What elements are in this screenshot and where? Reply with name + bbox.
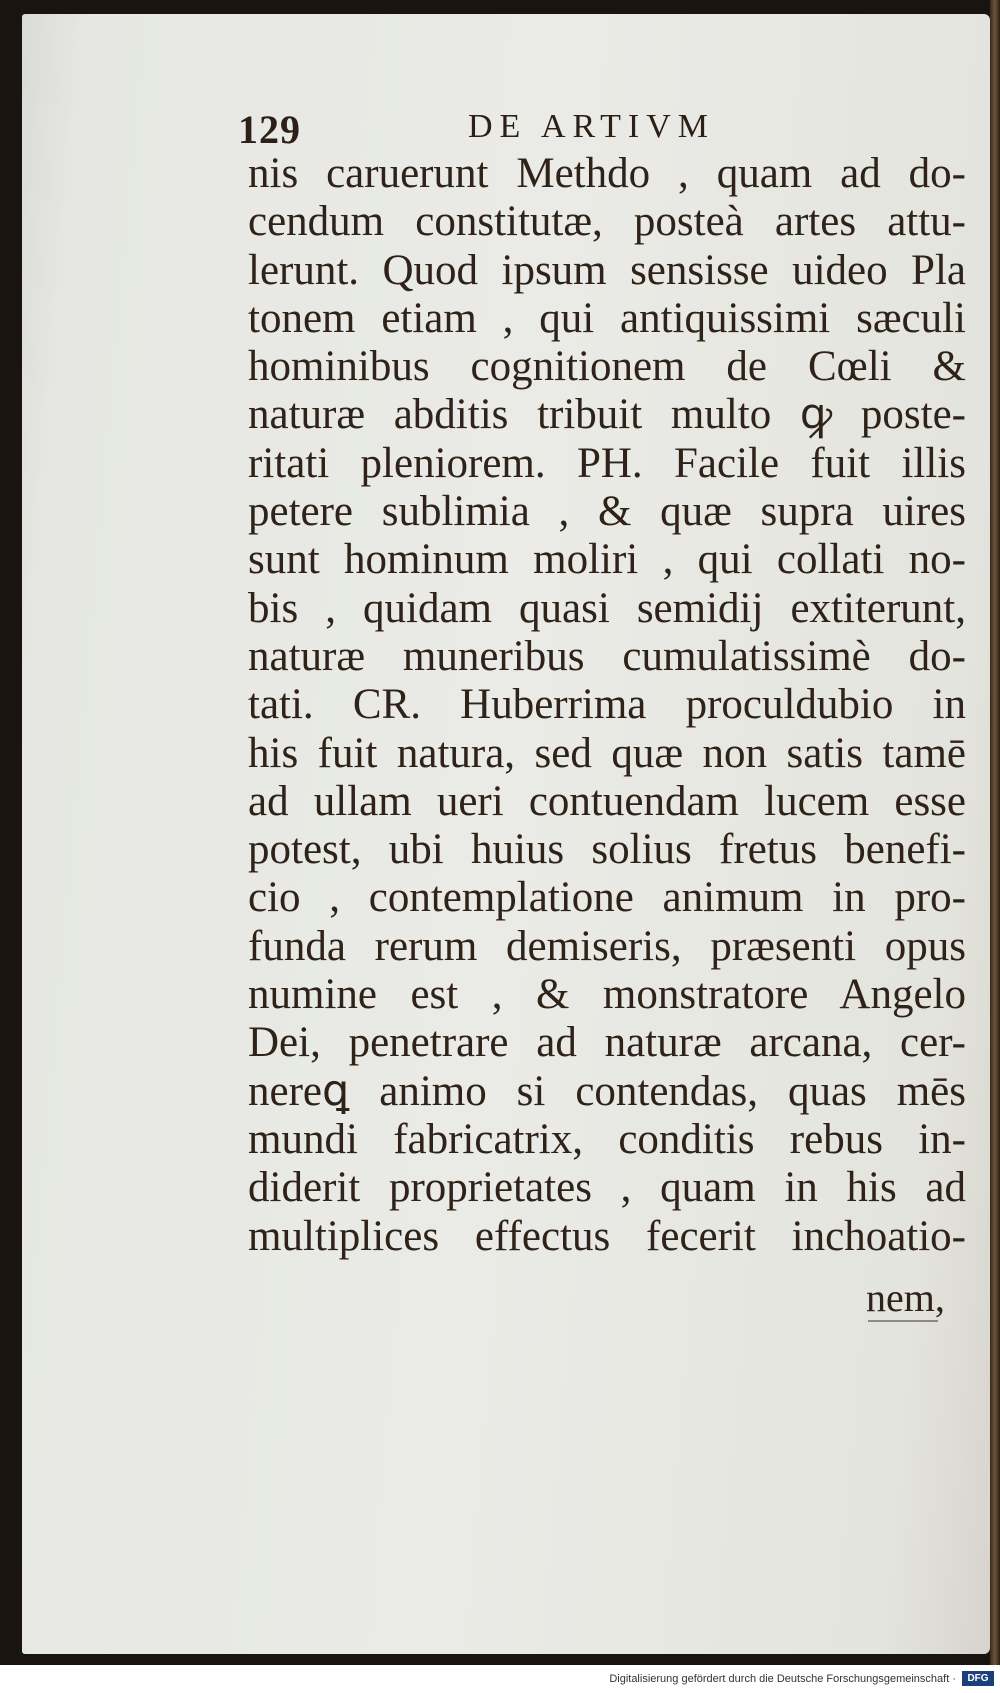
text-line: hominibus cognitionem de Cœli & — [248, 343, 966, 391]
text-line: multiplices effectus fecerit inchoatio- — [248, 1212, 966, 1260]
text-line: Dei, penetrare ad naturæ arcana, cer- — [248, 1019, 966, 1067]
running-head: DE ARTIVM — [468, 108, 716, 145]
text-line: numine est , & monstratore Angelo — [248, 971, 966, 1019]
text-line: petere sublimia , & quæ supra uires — [248, 488, 966, 536]
text-line: bis , quidam quasi semidij extiterunt, — [248, 584, 966, 632]
text-line: cio , contemplatione animum in pro- — [248, 874, 966, 922]
funding-credit: Digitalisierung gefördert durch die Deutsche Forschungsgemeinschaft · — [609, 1673, 956, 1685]
text-line: funda rerum demiseris, præsenti opus — [248, 922, 966, 970]
book-spine-edge — [990, 0, 1000, 1665]
text-line: ad ullam ueri contuendam lucem esse — [248, 777, 966, 825]
text-line: lerunt. Quod ipsum sensisse uideo Pla — [248, 246, 966, 294]
body-text — [248, 150, 966, 1261]
text-line: cendum constitutæ, posteà artes attu- — [248, 198, 966, 246]
catchword: nem, — [866, 1275, 945, 1320]
text-line: nis caruerunt Methdo , quam ad do- — [248, 150, 966, 197]
dfg-logo: DFG — [962, 1671, 994, 1686]
text-line: naturæ abditis tribuit multo ꝙ poste- — [248, 391, 966, 439]
text-line: tati. CR. Huberrima proculdubio in — [248, 681, 966, 729]
text-line: naturæ muneribus cumulatissimè do- — [248, 632, 966, 680]
text-line: ritati pleniorem. PH. Facile fuit illis — [248, 439, 966, 487]
catchword-underline — [868, 1320, 938, 1322]
text-line: sunt hominum moliri , qui collati no- — [248, 536, 966, 584]
footer-bar — [0, 1665, 1000, 1693]
page-number: 129 — [238, 107, 301, 152]
text-line: nereꝗ animo si contendas, quas mēs — [248, 1067, 966, 1115]
page-header — [238, 106, 938, 152]
text-line: mundi fabricatrix, conditis rebus in- — [248, 1115, 966, 1163]
text-line: diderit proprietates , quam in his ad — [248, 1164, 966, 1212]
text-line: tonem etiam , qui antiquissimi sæculi — [248, 294, 966, 342]
text-line: potest, ubi huius solius fretus benefi- — [248, 826, 966, 874]
text-line: his fuit natura, sed quæ non satis tamē — [248, 729, 966, 777]
